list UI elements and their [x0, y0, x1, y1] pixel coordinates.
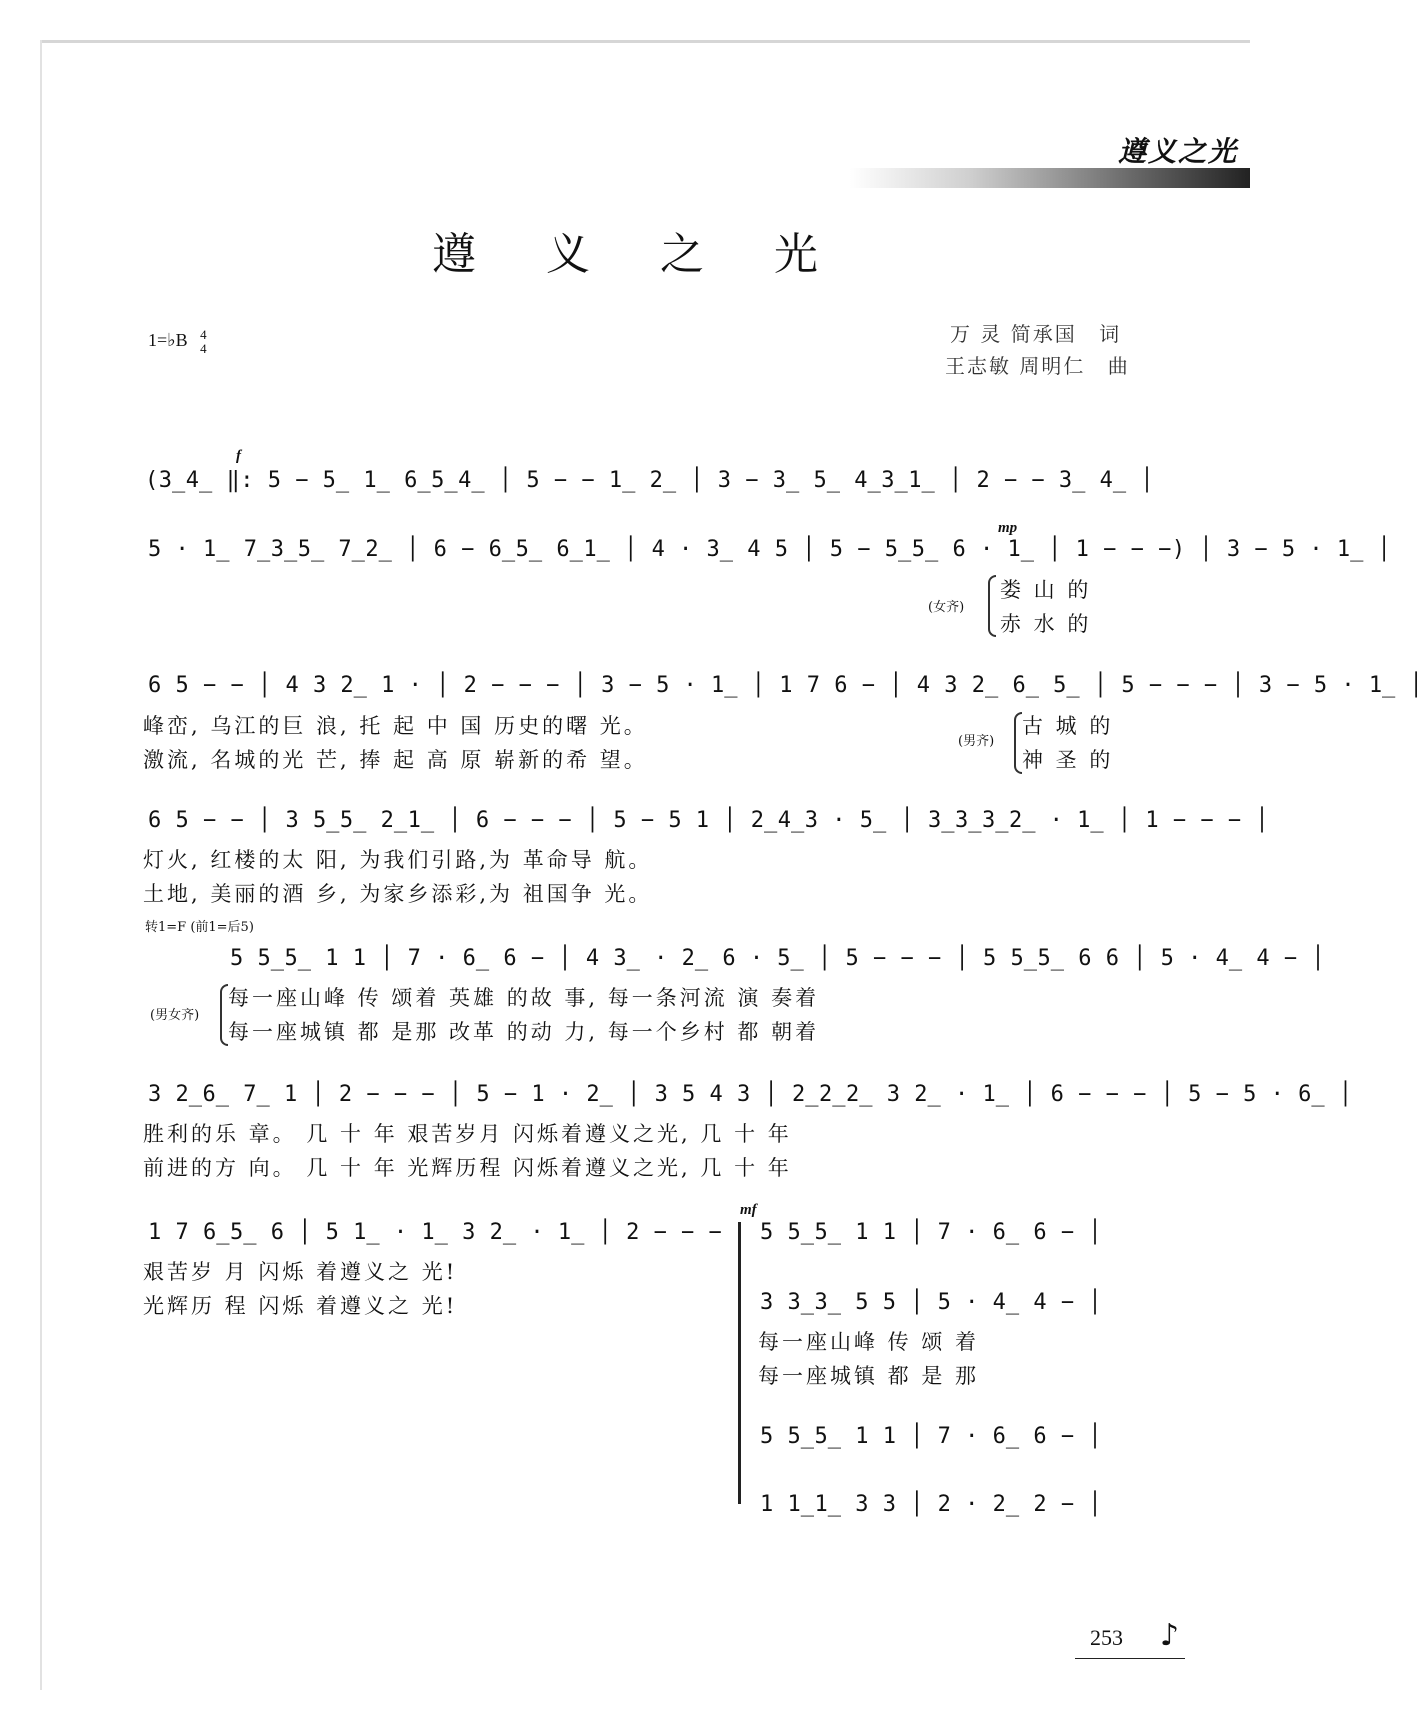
composers-names: 王志敏 周明仁 — [945, 354, 1086, 378]
music-note-icon: ♪ — [1160, 1618, 1180, 1653]
part-line-4: 1 1̲1̲ 3 3 │ 2 · 2̲ 2 − │ — [760, 1492, 1103, 1517]
lyric-line: 胜利的乐 章。 几 十 年 艰苦岁月 闪烁着遵义之光, 几 十 年 — [143, 1122, 792, 1146]
lyric-line: 每一座山峰 传 颂 着 — [758, 1330, 980, 1354]
time-signature — [200, 328, 207, 356]
page-number: 253 — [1090, 1625, 1123, 1650]
lyric-line: 娄 山 的 — [1000, 578, 1092, 602]
lyricists-role: 词 — [1099, 322, 1122, 346]
lyric-line: 赤 水 的 — [1000, 612, 1092, 636]
dynamic-mp: mp — [998, 520, 1018, 536]
lyric-line: 灯火, 红楼的太 阳, 为我们引路,为 革命导 航。 — [143, 848, 653, 872]
part-label-mixed: (男女齐) — [150, 1008, 200, 1023]
score-line-6: 3 2̲6̲ 7̲ 1 │ 2 − − − │ 5 − 1 · 2̲ │ 3 5 4 3 │ 2̲2̲2̲ 3 2̲ · 1̲ │ 6 − − − │ 5 − 5 · 6̲ │ — [148, 1082, 1353, 1107]
brace — [220, 984, 228, 1046]
score-line-7: 1 7 6̲5̲ 6 │ 5 1̲ · 1̲ 3 2̲ · 1̲ │ 2 − − − — [148, 1220, 723, 1245]
brace — [1014, 712, 1022, 774]
system-bracket — [738, 1222, 745, 1504]
part-label-women: (女齐) — [928, 600, 965, 615]
song-title: 遵 义 之 光 — [432, 229, 846, 280]
time-sig-bottom: 4 — [200, 341, 207, 356]
score-line-1: (3̲4̲ ‖: 5 − 5̲ 1̲ 6̲5̲4̲ │ 5 − − 1̲ 2̲ │ 3 − 3̲ 5̲ 4̲3̲1̲ │ 2 − − 3̲ 4̲ │ — [145, 468, 1155, 493]
score-line-4: 6 5 − − │ 3 5̲5̲ 2̲1̲ │ 6 − − − │ 5 − 5 1 │ 2̲4̲3 · 5̲ │ 3̲3̲3̲2̲ · 1̲ │ 1 − − − │ — [148, 808, 1270, 833]
score-line-5: 5 5̲5̲ 1 1 │ 7 · 6̲ 6 − │ 4 3̲ · 2̲ 6 · 5̲ │ 5 − − − │ 5 5̲5̲ 6 6 │ 5 · 4̲ 4 − │ — [230, 946, 1326, 971]
key-signature — [148, 328, 207, 356]
left-border — [40, 40, 42, 1690]
page-number-underline — [1075, 1658, 1185, 1659]
header-gradient-bar — [850, 168, 1250, 188]
top-border — [40, 40, 1250, 43]
part-line-3: 5 5̲5̲ 1 1 │ 7 · 6̲ 6 − │ — [760, 1424, 1103, 1449]
lyricists-names: 万 灵 简承国 — [950, 322, 1077, 346]
score-line-3: 6 5 − − │ 4 3 2̲ 1 · │ 2 − − − │ 3 − 5 · 1̲ │ 1 7 6 − │ 4 3 2̲ 6̲ 5̲ │ 5 − − − │ 3 − 5 · 1̲ │ — [148, 673, 1423, 698]
lyric-line: 每一座城镇 都 是 那 — [758, 1364, 980, 1388]
dynamic-mf: mf — [740, 1202, 757, 1218]
key-label: 1=♭B — [148, 330, 188, 351]
part-label-men: (男齐) — [958, 734, 995, 749]
lyric-line: 神 圣 的 — [1022, 748, 1114, 772]
running-header: 遵义之光 — [1117, 135, 1238, 168]
lyric-line: 艰苦岁 月 闪烁 着遵义之 光! — [143, 1260, 458, 1284]
modulation-note: 转1=F (前1=后5) — [145, 920, 254, 935]
dynamic-f: f — [236, 448, 241, 464]
lyric-line: 前进的方 向。 几 十 年 光辉历程 闪烁着遵义之光, 几 十 年 — [143, 1156, 792, 1180]
part-line-2: 3 3̲3̲ 5 5 │ 5 · 4̲ 4 − │ — [760, 1290, 1103, 1315]
lyric-line: 峰峦, 乌江的巨 浪, 托 起 中 国 历史的曙 光。 — [143, 714, 648, 738]
lyric-line: 每一座山峰 传 颂着 英雄 的故 事, 每一条河流 演 奏着 — [228, 986, 820, 1010]
lyric-line: 每一座城镇 都 是那 改革 的动 力, 每一个乡村 都 朝着 — [228, 1020, 820, 1044]
lyricists-credit — [950, 318, 1121, 347]
score-line-2: 5 · 1̲ 7̲3̲5̲ 7̲2̲ │ 6 − 6̲5̲ 6̲1̲ │ 4 · 3̲ 4 5 │ 5 − 5̲5̲ 6 · 1̲ │ 1 − − −) │ 3 − 5 · 1̲ │ — [148, 537, 1392, 562]
brace — [988, 575, 996, 637]
lyric-line: 激流, 名城的光 芒, 捧 起 高 原 崭新的希 望。 — [143, 748, 648, 772]
composers-role: 曲 — [1107, 354, 1130, 378]
lyric-line: 古 城 的 — [1022, 714, 1114, 738]
lyric-line: 土地, 美丽的酒 乡, 为家乡添彩,为 祖国争 光。 — [143, 882, 653, 906]
part-line-1: 5 5̲5̲ 1 1 │ 7 · 6̲ 6 − │ — [760, 1220, 1103, 1245]
lyric-line: 光辉历 程 闪烁 着遵义之 光! — [143, 1294, 458, 1318]
composers-credit — [945, 350, 1130, 379]
time-sig-top: 4 — [200, 327, 207, 342]
